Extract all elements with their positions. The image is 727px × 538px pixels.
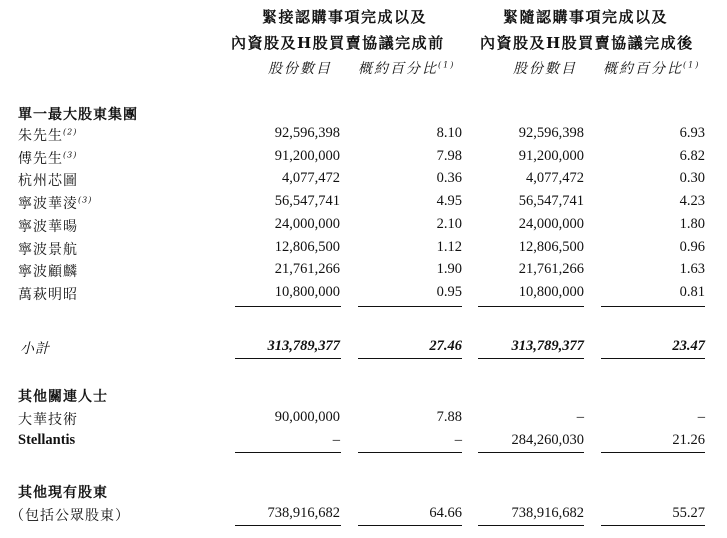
existing-after-pct: 55.27 <box>672 505 705 521</box>
row-after-shares: 21,761,266 <box>518 261 584 277</box>
existing-rule-4 <box>601 525 705 526</box>
shareholder-name <box>18 148 77 168</box>
shareholder-name <box>18 125 77 145</box>
connected-1-after-shares: 284,260,030 <box>511 432 584 448</box>
row-after-pct: 0.81 <box>679 284 705 300</box>
row-after-shares: 24,000,000 <box>518 216 584 232</box>
existing-before-shares: 738,916,682 <box>267 505 340 521</box>
row-before-shares: 56,547,741 <box>274 193 340 209</box>
existing-before-pct: 64.66 <box>429 505 462 521</box>
shareholder-name <box>18 239 78 259</box>
row-after-shares: 4,077,472 <box>526 170 584 186</box>
subtotal-after-shares: 313,789,377 <box>511 338 584 354</box>
shareholder-name-text: 傅先生 <box>18 151 63 167</box>
section-subtitle-public: （包括公眾股東） <box>10 508 130 524</box>
row-before-pct: 4.95 <box>436 193 462 209</box>
connected-0-before-shares: 90,000,000 <box>274 409 340 425</box>
row-before-shares: 91,200,000 <box>274 148 340 164</box>
header-after-shares: 股份數目 <box>513 61 577 77</box>
row-before-shares: 24,000,000 <box>274 216 340 232</box>
connected-rule-3 <box>478 452 584 453</box>
shareholder-name-text: 萬萩明昭 <box>18 287 78 303</box>
existing-after-shares: 738,916,682 <box>511 505 584 521</box>
shareholder-name <box>18 284 78 304</box>
header-before-pct: 概約百分比$^{(1)}$ <box>358 60 456 77</box>
connected-0-before-pct: 7.88 <box>436 409 462 425</box>
row-before-pct: 1.90 <box>436 261 462 277</box>
subtotal-rule-1 <box>235 358 341 359</box>
subtotal-before-pct: 27.46 <box>429 338 462 354</box>
header-before-shares: 股份數目 <box>268 61 332 77</box>
header-before-line1: 緊接認購事項完成以及 <box>262 8 428 26</box>
existing-rule-2 <box>358 525 462 526</box>
connected-rule-4 <box>601 452 705 453</box>
row-before-shares: 4,077,472 <box>282 170 340 186</box>
rule-after-pct <box>601 306 705 307</box>
shareholder-name-text: 朱先生 <box>18 128 63 144</box>
subtotal-rule-3 <box>478 358 584 359</box>
shareholder-name-text: 寧波華暘 <box>18 219 78 235</box>
connected-1-after-pct: 21.26 <box>672 432 705 448</box>
shareholder-name-text: 杭州芯圖 <box>18 173 78 189</box>
row-after-pct: 6.93 <box>679 125 705 141</box>
header-after-line2: 內資股及H股買賣協議完成後 <box>480 34 694 52</box>
section-title-single-group: 單一最大股東集團 <box>18 107 138 123</box>
shareholder-name <box>18 170 78 190</box>
row-before-pct: 8.10 <box>436 125 462 141</box>
subtotal-after-pct: 23.47 <box>672 338 705 354</box>
shareholder-name-text: 寧波華淩 <box>18 196 78 212</box>
section-title-other-connected: 其他關連人士 <box>18 389 108 405</box>
row-after-pct: 6.82 <box>679 148 705 164</box>
row-before-shares: 10,800,000 <box>274 284 340 300</box>
section-title-other-existing: 其他現有股東 <box>18 485 108 501</box>
rule-before-pct <box>358 306 462 307</box>
connected-rule-1 <box>235 452 341 453</box>
connected-rule-2 <box>358 452 462 453</box>
header-after-pct: 概約百分比$^{(1)}$ <box>603 60 701 77</box>
header-after-line1: 緊隨認購事項完成以及 <box>503 8 669 26</box>
row-before-shares: 21,761,266 <box>274 261 340 277</box>
row-before-pct: 1.12 <box>436 239 462 255</box>
subtotal-label: 小計 <box>20 341 50 357</box>
row-before-shares: 92,596,398 <box>274 125 340 141</box>
connected-1-before-pct: – <box>454 432 462 448</box>
connected-0-after-pct: – <box>697 409 705 425</box>
existing-rule-1 <box>235 525 341 526</box>
row-after-shares: 12,806,500 <box>518 239 584 255</box>
header-before-line2: 內資股及H股買賣協議完成前 <box>231 34 445 52</box>
row-after-shares: 56,547,741 <box>518 193 584 209</box>
row-before-pct: 0.95 <box>436 284 462 300</box>
shareholder-name <box>18 193 92 213</box>
footnote-marker: (3) <box>78 195 93 205</box>
connected-name-0: 大華技術 <box>18 412 78 428</box>
shareholder-name <box>18 261 78 281</box>
row-after-pct: 0.30 <box>679 170 705 186</box>
footnote-marker: (3) <box>63 150 78 160</box>
row-after-shares: 10,800,000 <box>518 284 584 300</box>
subtotal-rule-4 <box>601 358 705 359</box>
row-after-shares: 92,596,398 <box>518 125 584 141</box>
row-after-pct: 0.96 <box>679 239 705 255</box>
subtotal-rule-2 <box>358 358 462 359</box>
shareholder-name <box>18 216 78 236</box>
connected-0-after-shares: – <box>576 409 584 425</box>
rule-before-shares <box>235 306 341 307</box>
row-after-shares: 91,200,000 <box>518 148 584 164</box>
row-after-pct: 1.80 <box>679 216 705 232</box>
existing-rule-3 <box>478 525 584 526</box>
row-after-pct: 4.23 <box>679 193 705 209</box>
connected-1-before-shares: – <box>332 432 340 448</box>
row-before-pct: 0.36 <box>436 170 462 186</box>
rule-after-shares <box>478 306 584 307</box>
subtotal-before-shares: 313,789,377 <box>267 338 340 354</box>
footnote-marker: (2) <box>63 127 78 137</box>
connected-name-1: Stellantis <box>18 432 76 448</box>
row-before-pct: 2.10 <box>436 216 462 232</box>
row-before-pct: 7.98 <box>436 148 462 164</box>
shareholder-name-text: 寧波景航 <box>18 242 78 258</box>
row-before-shares: 12,806,500 <box>274 239 340 255</box>
shareholder-name-text: 寧波顧麟 <box>18 264 78 280</box>
row-after-pct: 1.63 <box>679 261 705 277</box>
